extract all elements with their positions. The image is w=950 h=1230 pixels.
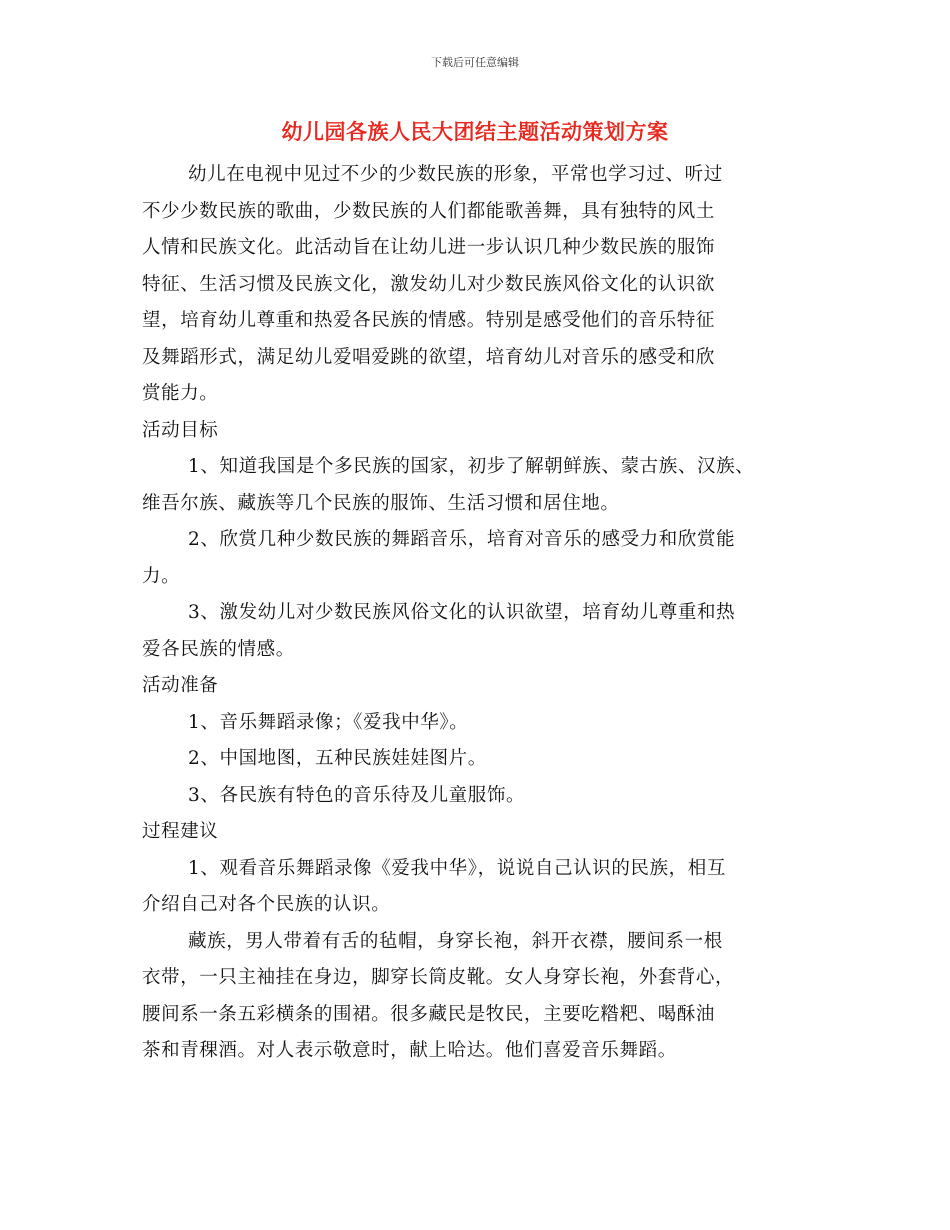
goal-item [142,522,822,595]
goal-item [142,595,822,668]
process-heading: 过程建议 [142,821,219,842]
goal-line: 3、激发幼儿对少数民族风俗文化的认识欲望，培育幼儿尊重和热 [188,602,736,623]
intro-line: 幼儿在电视中见过不少的少数民族的形象，平常也学习过、听过 [188,164,723,185]
prep-line: 1、音乐舞蹈录像；《爱我中华》。 [188,711,469,733]
intro-paragraph [142,157,822,413]
intro-line: 望，培育幼儿尊重和热爱各民族的情感。特别是感受他们的音乐特征 [142,310,716,331]
intro-line: 人情和民族文化。此活动旨在让幼儿进一步认识几种少数民族的服饰 [142,237,716,258]
prep-item [142,778,822,815]
process-line: 介绍自己对各个民族的认识。 [142,894,391,915]
prep-line: 3、各民族有特色的音乐待及儿童服饰。 [188,784,526,806]
prep-line: 2、中国地图，五种民族娃娃图片。 [188,748,487,769]
goal-line: 2、欣赏几种少数民族的舞蹈音乐，培育对音乐的感受力和欣赏能 [188,529,736,550]
process-item [142,851,822,924]
tibetan-line: 藏族，男人带着有舌的毡帽，身穿长袍，斜开衣襟，腰间系一根 [188,930,723,952]
document-body [142,157,822,1070]
goals-heading: 活动目标 [142,419,219,441]
tibetan-line: 腰间系一条五彩横条的围裙。很多藏民是牧民，主要吃糌粑、喝酥油 [142,1003,716,1025]
goal-line: 爱各民族的情感。 [142,638,295,660]
intro-line: 赏能力。 [142,383,219,404]
intro-line: 及舞蹈形式，满足幼儿爱唱爱跳的欲望，培育幼儿对音乐的感受和欣 [142,346,716,368]
header-note: 下载后可任意编辑 [431,56,519,69]
tibetan-line: 茶和青稞酒。对人表示敬意时，献上哈达。他们喜爱音乐舞蹈。 [142,1040,677,1061]
goal-line: 力。 [142,565,181,587]
prep-heading: 活动准备 [142,675,219,696]
goal-item [142,449,822,522]
tibetan-line: 衣带，一只主袖挂在身边，脚穿长筒皮靴。女人身穿长袍，外套背心， [142,967,735,988]
prep-item [142,705,822,742]
tibetan-paragraph [142,924,822,1070]
goal-line: 维吾尔族、藏族等几个民族的服饰、生活习惯和居住地。 [142,492,620,514]
prep-item [142,741,822,778]
goal-line: 1、知道我国是个多民族的国家，初步了解朝鲜族、蒙古族、汉族、 [188,456,755,477]
intro-line: 特征、生活习惯及民族文化，激发幼儿对少数民族风俗文化的认识欲 [142,273,716,295]
intro-line: 不少少数民族的歌曲，少数民族的人们都能歌善舞，具有独特的风土 [142,200,716,222]
process-line: 1、观看音乐舞蹈录像《爱我中华》，说说自己认识的民族，相互 [188,857,726,879]
document-title: 幼儿园各族人民大团结主题活动策划方案 [281,120,669,144]
